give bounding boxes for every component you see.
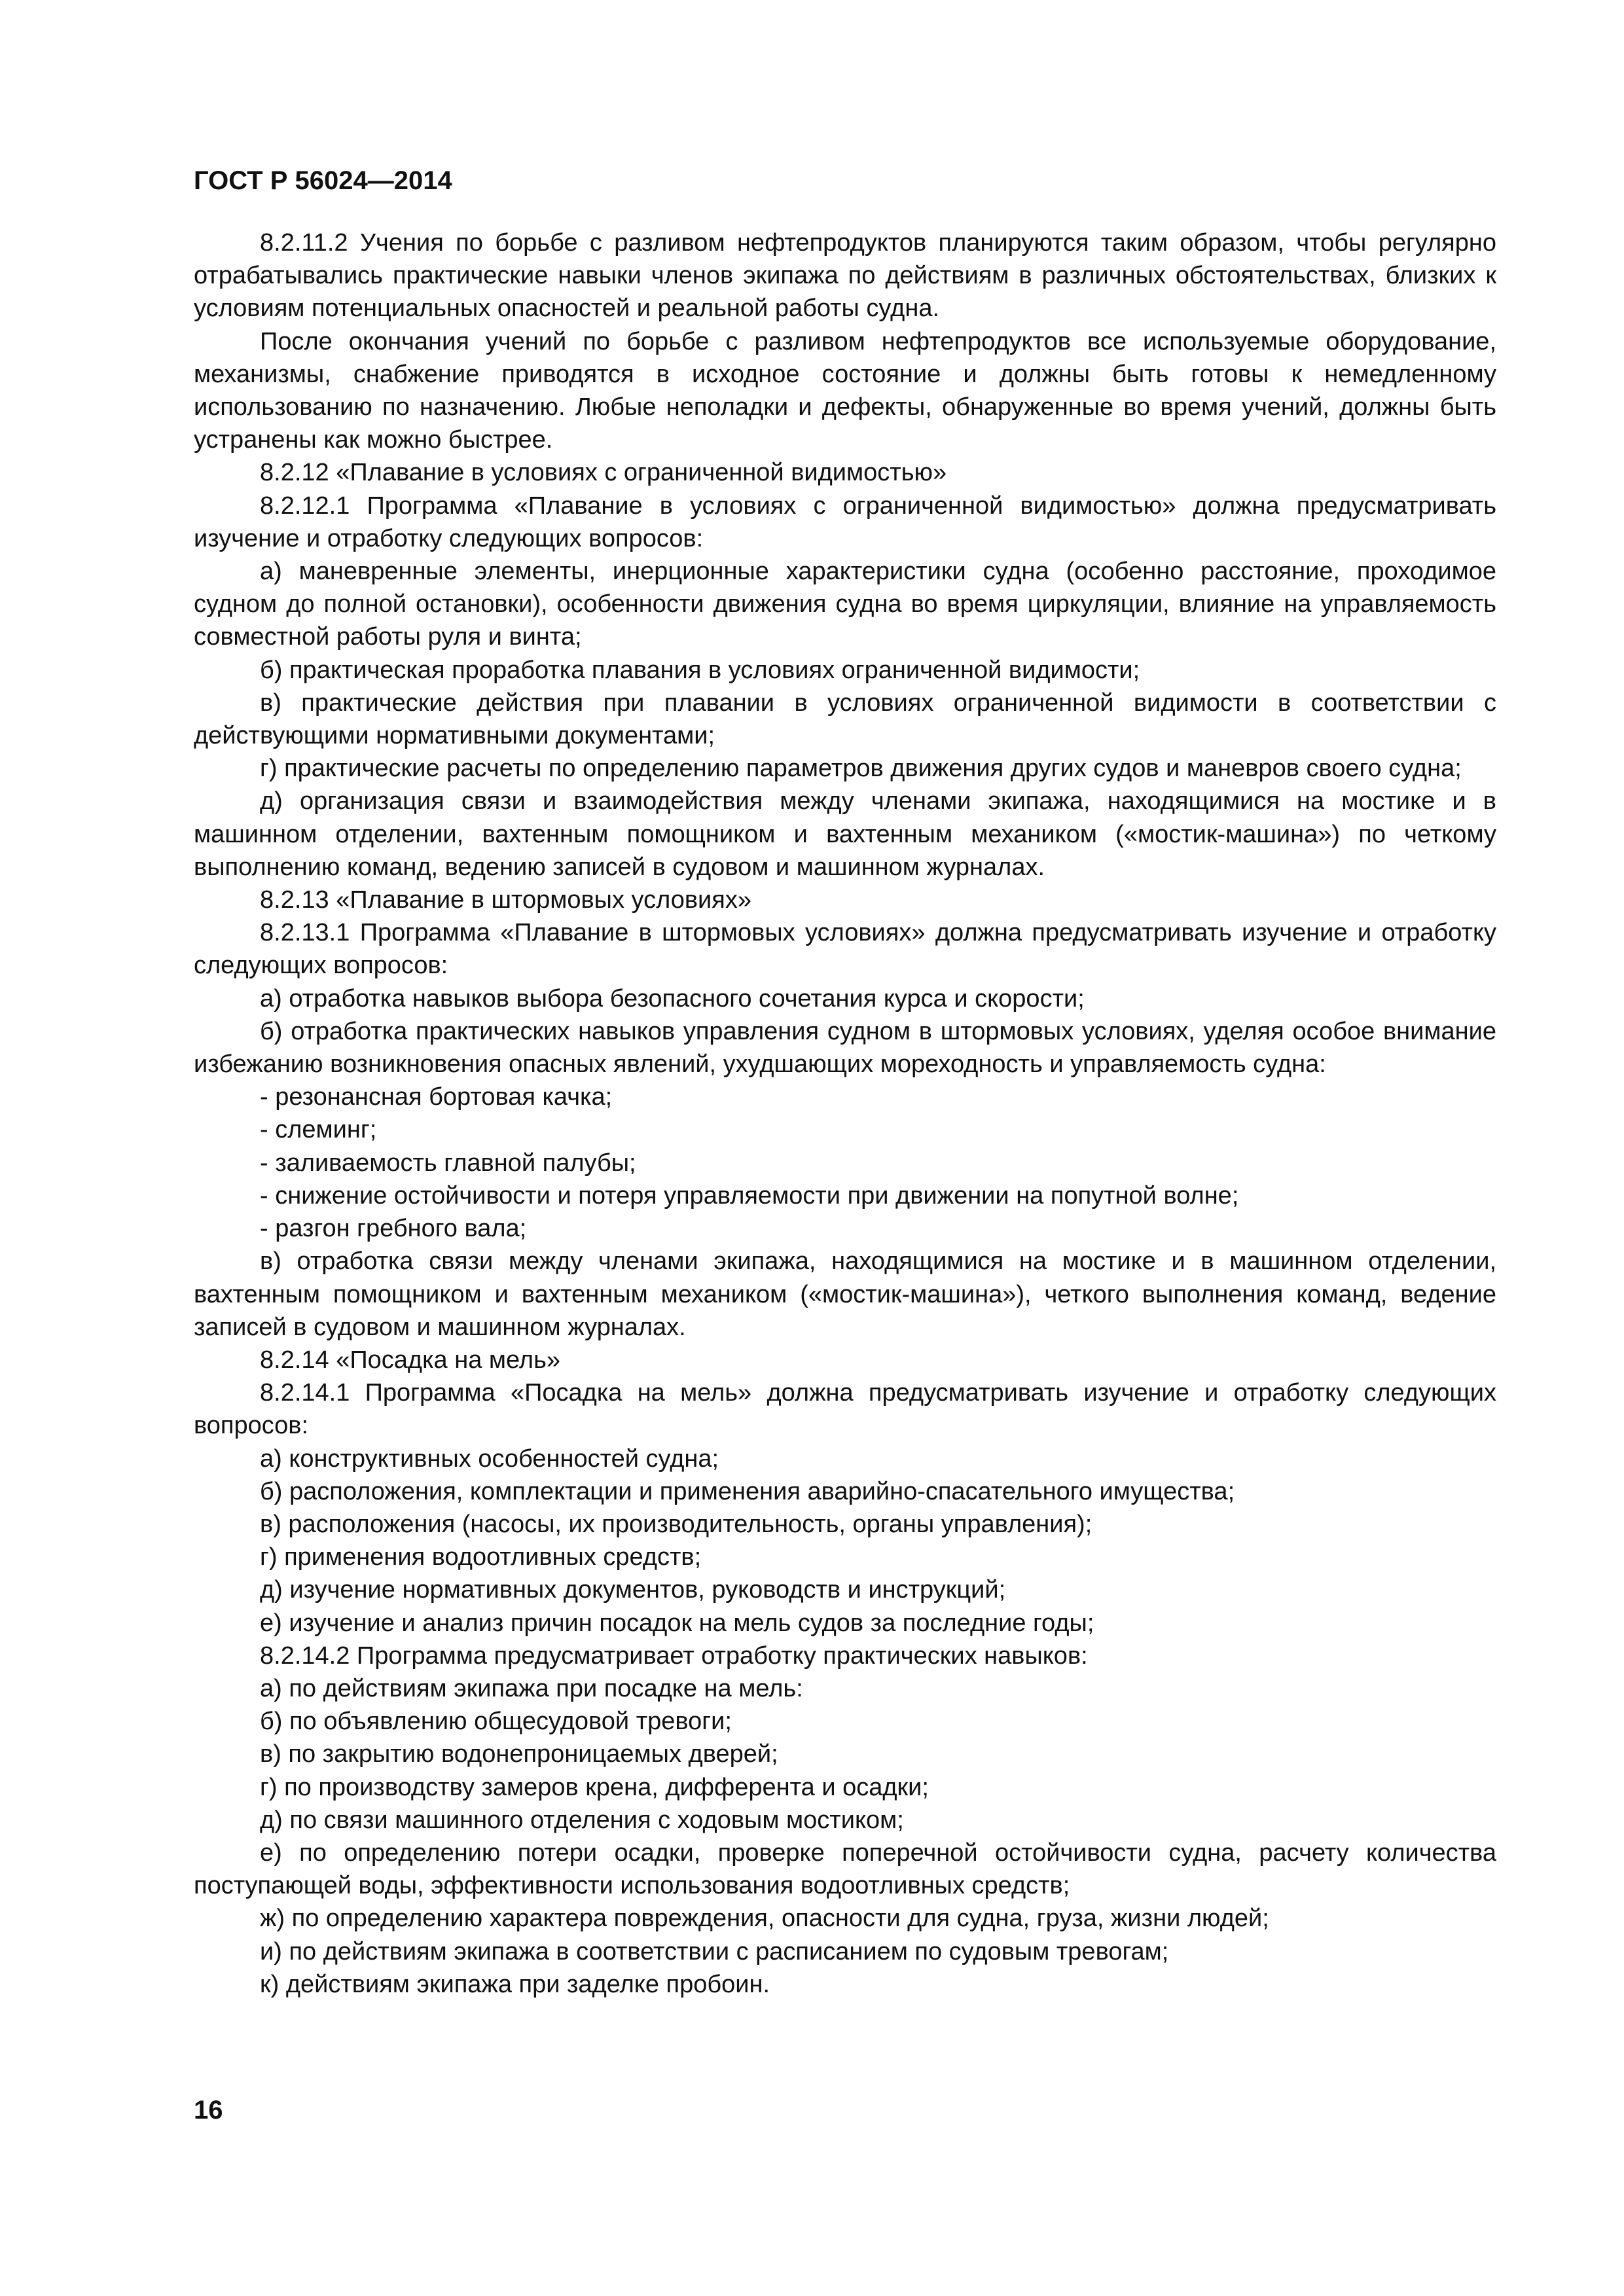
list-item: в) расположения (насосы, их производительность, органы управления); [260, 1510, 1092, 1538]
page-number: 16 [194, 2096, 223, 2125]
list-item: в) практические действия при плавании в условиях ограниченной видимости в соответствии с действующими нормативными документами; [194, 689, 1496, 750]
list-item: е) по определению потери осадки, проверке поперечной остойчивости судна, расчету количества поступающей воды, эффективности использования водоотливных средств; [194, 1839, 1496, 1900]
list-item: д) по связи машинного отделения с ходовым мостиком; [260, 1806, 904, 1834]
list-item: - слеминг; [260, 1116, 377, 1144]
list-item: а) маневренные элементы, инерционные характеристики судна (особенно расстояние, проходимое судном до полной остановки), особенности движения судна во время циркуляции, влияние на управляемость совместной работы руля и винта; [194, 558, 1496, 651]
list-item: в) по закрытию водонепроницаемых дверей; [260, 1740, 778, 1768]
list-item: д) изучение нормативных документов, руководств и инструкций; [260, 1576, 1006, 1604]
list-item: - снижение остойчивости и потеря управляемости при движении на попутной волне; [260, 1181, 1239, 1210]
list-item: б) практическая проработка плавания в условиях ограниченной видимости; [260, 656, 1140, 684]
list-item: и) по действиям экипажа в соответствии с расписанием по судовым тревогам; [260, 1937, 1169, 1965]
paragraph: 8.2.12.1 Программа «Плавание в условиях с ограниченной видимостью» должна предусматривать изучение и отработку следующих вопросов: [194, 492, 1496, 552]
list-item: - разгон гребного вала; [260, 1215, 527, 1243]
list-item: в) отработка связи между членами экипажа, находящимися на мостике и в машинном отделении, вахтенным помощником и вахтенным механиком («мостик-машина»), четкого выполнения команд, ведение записей в судовом и машинном журналах. [194, 1247, 1496, 1341]
document-header: ГОСТ Р 56024—2014 [194, 166, 452, 195]
document-body [194, 226, 1496, 2001]
section-heading: 8.2.14 «Посадка на мель» [260, 1346, 561, 1374]
paragraph: 8.2.11.2 Учения по борьбе с разливом нефтепродуктов планируются таким образом, чтобы регулярно отрабатывались практические навыки членов экипажа по действиям в различных обстоятельствах, близких к условиям потенциальных опасностей и реальной работы судна. [194, 229, 1496, 323]
list-item: б) отработка практических навыков управления судном в штормовых условиях, уделяя особое внимание избежанию возникновения опасных явлений, ухудшающих мореходность и управляемость судна: [194, 1017, 1496, 1079]
paragraph: 8.2.14.2 Программа предусматривает отработку практических навыков: [260, 1641, 1088, 1670]
list-item: г) по производству замеров крена, дифферента и осадки; [260, 1773, 929, 1801]
paragraph: 8.2.14.1 Программа «Посадка на мель» должна предусматривать изучение и отработку следующих вопросов: [194, 1379, 1496, 1440]
list-item: - резонансная бортовая качка; [260, 1083, 613, 1111]
list-item: б) расположения, комплектации и применения аварийно-спасательного имущества; [260, 1477, 1235, 1505]
list-item: а) конструктивных особенностей судна; [260, 1444, 719, 1473]
list-item: а) по действиям экипажа при посадке на мель: [260, 1674, 803, 1702]
list-item: б) по объявлению общесудовой тревоги; [260, 1708, 732, 1736]
section-heading: 8.2.12 «Плавание в условиях с ограниченной видимостью» [260, 459, 947, 487]
list-item: г) практические расчеты по определению параметров движения других судов и маневров своего судна; [260, 755, 1462, 783]
list-item: - заливаемость главной палубы; [260, 1149, 636, 1177]
list-item: е) изучение и анализ причин посадок на мель судов за последние годы; [260, 1609, 1094, 1637]
list-item: а) отработка навыков выбора безопасного сочетания курса и скорости; [260, 984, 1085, 1013]
list-item: к) действиям экипажа при заделке пробоин. [260, 1970, 770, 1998]
list-item: ж) по определению характера повреждения, опасности для судна, груза, жизни людей; [260, 1905, 1269, 1933]
list-item: г) применения водоотливных средств; [260, 1543, 702, 1571]
paragraph: 8.2.13.1 Программа «Плавание в штормовых условиях» должна предусматривать изучение и отработку следующих вопросов: [194, 919, 1496, 980]
section-heading: 8.2.13 «Плавание в штормовых условиях» [260, 886, 751, 914]
paragraph: После окончания учений по борьбе с разливом нефтепродуктов все используемые оборудование, механизмы, снабжение приводятся в исходное состояние и должны быть готовы к немедленному использованию по назначению. Любые неполадки и дефекты, обнаруженные во время учений, должны быть устранены как можно быстрее. [194, 327, 1496, 454]
list-item: д) организация связи и взаимодействия между членами экипажа, находящимися на мостике и в машинном отделении, вахтенным помощником и вахтенным механиком («мостик-машина») по четкому выполнению команд, ведению записей в судовом и машинном журналах. [194, 787, 1496, 881]
